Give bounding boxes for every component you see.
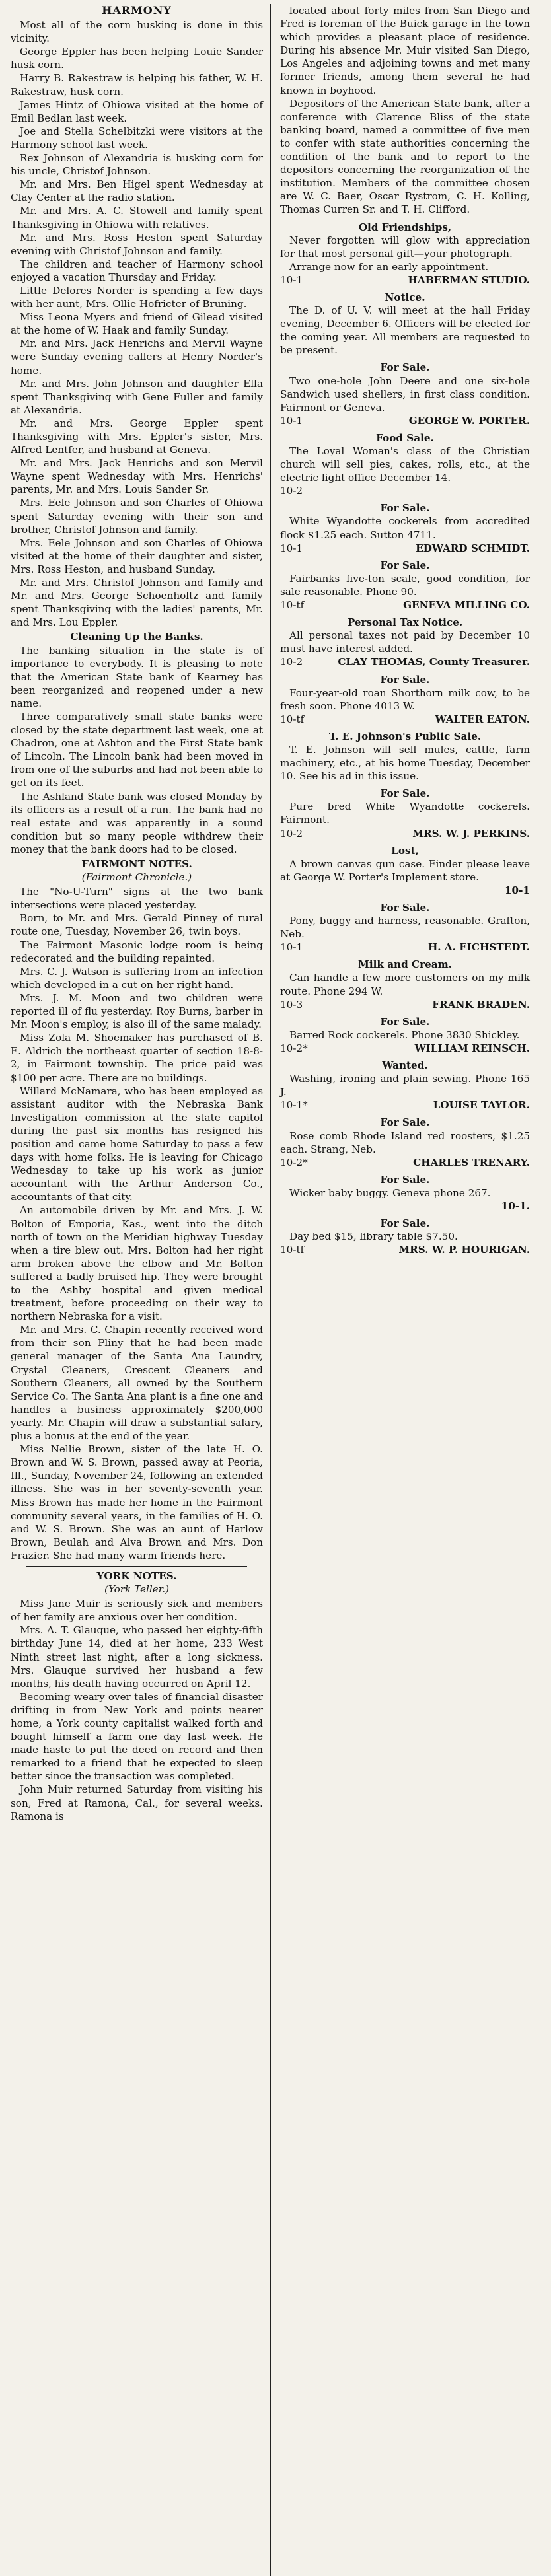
banks-paragraphs [11, 644, 263, 857]
fairmont-subheading: (Fairmont Chronicle.) [81, 871, 192, 884]
ad-body: White Wyandotte cockerels from accredited flock $1.25 each. Sutton 4711. [280, 515, 530, 541]
york-heading: YORK NOTES. [96, 1569, 177, 1582]
paragraph: Mrs. Eele Johnson and son Charles of Ohiowa visited at the home of their daughter and sister, Mrs. Ross Heston, and husband Sunday. [11, 536, 263, 575]
ad-advertiser: 10-1 [504, 884, 530, 896]
ad-advertiser: FRANK BRADEN. [432, 998, 530, 1011]
left-column [7, 4, 270, 2576]
harmony-heading: HARMONY [102, 4, 172, 17]
paragraph: Mr. and Mrs. C. Chapin recently received word from their son Pliny that he had been made general manager of the Santa Ana Laundry, Crystal Cleaners, Crescent Cleaners and Southern Cleaners, all owned by the Southern Service Co. The Santa Ana plant is a fine one and handles a business approximately $200,000 yearly. Mr. Chapin will draw a substantial salary, plus a bonus at the end of the year. [11, 1324, 263, 1443]
ad-body: T. E. Johnson will sell mules, cattle, farm machinery, etc., at his home Tuesday, December 10. See his ad in this issue. [280, 743, 530, 783]
fairmont-heading: FAIRMONT NOTES. [81, 858, 192, 870]
classified-ad [280, 616, 530, 668]
paragraph: Mr. and Mrs. Ben Higel spent Wednesday at Clay Center at the radio station. [11, 178, 263, 204]
ad-issue-number: 10-2* [280, 1156, 308, 1168]
paragraph: George Eppler has been helping Louie Sander husk corn. [11, 46, 263, 71]
classified-ad [280, 958, 530, 1011]
paragraph: located about forty miles from San Diego and Fred is foreman of the Buick garage in the town which provides a pleasant place of residence. During his absence Mr. Muir visited San Diego, Los Angeles and adjoining towns and met many former friends, among them several he had known in boyhood. [280, 5, 530, 96]
ad-signature [280, 1156, 530, 1169]
ad-advertiser: LOUISE TAYLOR. [433, 1099, 530, 1112]
ad-body: Barred Rock cockerels. Phone 3830 Shickley. [289, 1028, 520, 1041]
ad-title: For Sale. [380, 361, 430, 374]
paragraph: An automobile driven by Mr. and Mrs. J. W. Bolton of Emporia, Kas., went into the ditch north of town on the Meridian highway Tuesday when a tire blew out. Mrs. Bolton had her right arm broken above the elbow and Mr. Bolton suffered a badly bruised hip. They were brought to the Ashby hospital and given medical treatment, before proceeding on their way to northern Nebraska for a visit. [11, 1204, 263, 1323]
ad-signature [280, 713, 530, 726]
paragraph: Mr. and Mrs. Ross Heston spent Saturday evening with Christof Johnson and family. [11, 231, 263, 257]
ad-title: For Sale. [380, 1116, 430, 1129]
right-column [271, 4, 534, 2576]
ad-title: Personal Tax Notice. [347, 616, 463, 629]
ad-advertiser: EDWARD SCHMIDT. [416, 542, 530, 554]
fairmont-section [11, 857, 263, 1562]
ad-signature [280, 414, 530, 427]
paragraph: Miss Jane Muir is seriously sick and members of her family are anxious over her condition. [11, 1598, 263, 1624]
ad-body: Pure bred White Wyandotte cockerels. Fairmont. [280, 801, 530, 826]
ad-body: Four-year-old roan Shorthorn milk cow, to be fresh soon. Phone 4013 W. [280, 686, 530, 712]
banks-section [11, 630, 263, 856]
ad-title: Milk and Cream. [358, 958, 452, 971]
paragraph: Willard McNamara, who has been employed as assistant auditor with the Nebraska Bank Investigation commission at the state capitol during the past six months has resigned his position and came home Saturday to pass a few days with home folks. He is leaving for Chicago Wednesday to take up his work as junior accountant with the Arthur Anderson Co., accountants of that city. [11, 1085, 263, 1203]
paragraph: Mr. and Mrs. Jack Henrichs and Mervil Wayne were Sunday evening callers at Henry Norder's home. [11, 338, 263, 376]
ad-body: Never forgotten will glow with appreciation for that most personal gift—your photograph. [280, 234, 530, 260]
ad-issue-number: 10-2 [280, 656, 303, 668]
paragraph: John Muir returned Saturday from visiting his son, Fred at Ramona, Cal., for several weeks. Ramona is [11, 1783, 263, 1822]
paragraph: Miss Nellie Brown, sister of the late H. O. Brown and W. S. Brown, passed away at Peoria, Ill., Sunday, November 24, following an extended illness. She was in her seventy-seventh year. Miss Brown has made her home in the Fairmont community several years, in the families of H. O. and W. S. Brown. She was an aunt of Harlow Brown, Beulah and Alva Brown and Mrs. Don Frazier. She had many warm friends here. [11, 1443, 263, 1561]
ad-signature [280, 1243, 530, 1256]
ad-body: Pony, buggy and harness, reasonable. Grafton, Neb. [280, 915, 530, 941]
ad-body: The Loyal Woman's class of the Christian church will sell pies, cakes, rolls, etc., at the electric light office December 14. [280, 445, 530, 484]
ad-body: Two one-hole John Deere and one six-hole Sandwich used shellers, in first class condition. Fairmont or Geneva. [280, 375, 530, 413]
classified-ad [280, 901, 530, 954]
paragraph: Harry B. Rakestraw is helping his father, W. H. Rakestraw, husk corn. [11, 72, 263, 98]
paragraph: Mr. and Mrs. Jack Henrichs and son Mervil Wayne spent Wednesday with Mrs. Henrichs' parents, Mr. and Mrs. Louis Sander Sr. [11, 457, 263, 496]
ad-signature [280, 1098, 530, 1112]
ad-title: Lost, [391, 844, 419, 857]
ad-title: For Sale. [380, 1217, 430, 1230]
classified-ad [280, 1015, 530, 1055]
ad-title: T. E. Johnson's Public Sale. [328, 730, 482, 742]
ad-title: For Sale. [380, 502, 430, 515]
classified-ad [280, 431, 530, 497]
paragraph: Mrs. A. T. Glauque, who passed her eighty-fifth birthday June 14, died at her home, 233 West Ninth street last night, after a long sickness. Mrs. Glauque survived her husband a few months, his death having occurred on April 12. [11, 1624, 263, 1690]
paragraph: The children and teacher of Harmony school enjoyed a vacation Thursday and Friday. [11, 258, 263, 283]
ad-advertiser [303, 484, 530, 497]
york-paragraphs [11, 1597, 263, 1823]
section-divider [26, 1566, 247, 1567]
ad-issue-number: 10-3 [280, 998, 303, 1011]
harmony-paragraphs [11, 18, 263, 629]
paragraph: Mr. and Mrs. George Eppler spent Thanksgiving with Mrs. Eppler's sister, Mrs. Alfred Lentfer, and husband at Geneva. [11, 417, 263, 456]
ad-advertiser: GENEVA MILLING CO. [403, 599, 530, 612]
ad-signature [280, 655, 530, 668]
paragraph: James Hintz of Ohiowa visited at the home of Emil Bedlan last week. [11, 98, 263, 124]
ad-issue-number: 10-2 [280, 827, 303, 840]
ad-body: Wicker baby buggy. Geneva phone 267. [289, 1186, 491, 1199]
paragraph: Miss Zola M. Shoemaker has purchased of B. E. Aldrich the northeast quarter of section 18-8-2, in Fairmont township. The price paid was $100 per acre. There are no buildings. [11, 1032, 263, 1084]
ad-advertiser: WILLIAM REINSCH. [414, 1042, 530, 1054]
classified-ad [280, 1116, 530, 1168]
paragraph: Mr. and Mrs. Christof Johnson and family and Mr. and Mrs. George Schoenholtz and family spent Thanksgiving with the ladies' parents, Mr. and Mrs. Lou Eppler. [11, 577, 263, 629]
paragraph: Most all of the corn husking is done in this vicinity. [11, 19, 263, 45]
paragraph: Rex Johnson of Alexandria is husking corn for his uncle, Christof Johnson. [11, 152, 263, 178]
paragraph: Little Delores Norder is spending a few days with her aunt, Mrs. Ollie Hofricter of Bruning. [11, 284, 263, 310]
york-section [11, 1569, 263, 1823]
ad-title: For Sale. [380, 787, 430, 800]
ad-title: For Sale. [380, 559, 430, 571]
ad-title: For Sale. [380, 673, 430, 686]
banks-heading: Cleaning Up the Banks. [70, 631, 203, 643]
ad-advertiser: CHARLES TRENARY. [413, 1156, 530, 1168]
ad-signature [280, 1042, 530, 1055]
ad-advertiser: H. A. EICHSTEDT. [427, 941, 530, 954]
classified-ad [280, 559, 530, 612]
paragraph: Mrs. C. J. Watson is suffering from an infection which developed in a cut on her right hand. [11, 965, 263, 991]
harmony-section [11, 4, 263, 629]
classified-ad [280, 221, 530, 287]
classified-ad [280, 1217, 530, 1256]
ad-body: All personal taxes not paid by December 10 must have interest added. [280, 629, 530, 655]
ad-title: Wanted. [382, 1059, 428, 1072]
paragraph: Mrs. Eele Johnson and son Charles of Ohiowa spent Saturday evening with their son and brother, Christof Johnson and family. [11, 497, 263, 536]
ad-title: Old Friendships, [358, 221, 452, 233]
paragraph: Born, to Mr. and Mrs. Gerald Pinney of rural route one, Tuesday, November 26, twin boys. [11, 912, 263, 938]
classified-ad [280, 1173, 530, 1213]
ad-advertiser: MRS. W. J. PERKINS. [412, 827, 530, 840]
classified-ad [280, 787, 530, 840]
ad-advertiser: WALTER EATON. [435, 713, 530, 725]
classified-ad [280, 1059, 530, 1112]
ad-advertiser: 10-1. [501, 1199, 530, 1212]
ad-body: A brown canvas gun case. Finder please leave at George W. Porter's Implement store. [280, 857, 530, 883]
ad-body: Rose comb Rhode Island red roosters, $1.25 each. Strang, Neb. [280, 1129, 530, 1155]
ad-signature [280, 598, 530, 612]
ad-signature [280, 542, 530, 555]
ad-issue-number: 10-tf [280, 599, 305, 612]
ad-issue-number: 10-1 [280, 273, 303, 286]
paragraph: The banking situation in the state is of importance to everybody. It is pleasing to note that the American State bank of Kearney has been reorganized and reopened under a new name. [11, 644, 263, 709]
ad-body-extra: Arrange now for an early appointment. [289, 260, 489, 273]
ad-title: Food Sale. [376, 431, 434, 444]
ad-body: Washing, ironing and plain sewing. Phone 165 J. [280, 1073, 530, 1098]
paragraph: The Fairmont Masonic lodge room is being redecorated and the building repainted. [11, 939, 263, 964]
ad-advertiser: CLAY THOMAS, County Treasurer. [338, 656, 530, 668]
continued-article [280, 4, 530, 217]
ad-title: For Sale. [380, 902, 430, 913]
paragraph: Mr. and Mrs. A. C. Stowell and family spent Thanksgiving in Ohiowa with relatives. [11, 205, 263, 231]
classified-ad [280, 501, 530, 554]
ad-issue-number: 10-2* [280, 1042, 308, 1054]
classified-ads [280, 221, 530, 1257]
classified-ad [280, 673, 530, 726]
ad-signature [280, 827, 530, 840]
paragraph: Depositors of the American State bank, after a conference with Clarence Bliss of the state banking board, named a committee of five men to confer with state authorities concerning the condition of the bank and to report to the depositors concerning the reorganization of the institution. Members of the committee chosen are W. C. Baer, Oscar Rystrom, C. H. Kolling, Thomas Curren Sr. and T. H. Clifford. [280, 97, 530, 216]
paragraph: The "No-U-Turn" signs at the two bank intersections were placed yesterday. [11, 886, 263, 912]
paragraph: Becoming weary over tales of financial disaster drifting in from New York and points nearer home, a York county capitalist walked forth and bought himself a farm one day last week. He made haste to put the deed on record and then remarked to a friend that he expected to sleep better since the transaction was completed. [11, 1690, 263, 1783]
paragraph: Miss Leona Myers and friend of Gilead visited at the home of W. Haak and family Sunday. [11, 311, 263, 337]
ad-title: Notice. [385, 291, 425, 303]
ad-issue-number: 10-1 [280, 414, 303, 427]
ad-issue-number: 10-tf [280, 713, 305, 725]
paragraph: The Ashland State bank was closed Monday by its officers as a result of a run. The bank had no real estate and was apparently in a sound condition but so many people withdrew their money that the bank doors had to be closed. [11, 790, 263, 855]
ad-signature [280, 941, 530, 954]
ad-issue-number: 10-1 [280, 941, 303, 954]
ad-signature [280, 884, 530, 897]
paragraph: Mr. and Mrs. John Johnson and daughter Ella spent Thanksgiving with Gene Fuller and family at Alexandria. [11, 377, 263, 416]
paragraph: Mrs. J. M. Moon and two children were reported ill of flu yesterday. Roy Burns, barber in Mr. Moon's employ, is also ill of the same malady. [11, 991, 263, 1031]
ad-body: The D. of U. V. will meet at the hall Friday evening, December 6. Officers will be elected for the coming year. All members are requested to be present. [280, 304, 530, 357]
ad-issue-number: 10-2 [280, 485, 303, 497]
ad-body: Fairbanks five-ton scale, good condition, for sale reasonable. Phone 90. [280, 572, 530, 598]
ad-issue-number: 10-1 [280, 542, 303, 554]
ad-issue-number: 10-1* [280, 1099, 308, 1112]
ad-signature [280, 998, 530, 1011]
ad-signature [280, 484, 530, 497]
ad-advertiser: HABERMAN STUDIO. [408, 273, 530, 286]
ad-title: For Sale. [380, 1173, 430, 1186]
ad-body: Can handle a few more customers on my milk route. Phone 294 W. [280, 972, 530, 997]
paragraph: Three comparatively small state banks were closed by the state department last week, one at Chadron, one at Ashton and the First State bank of Lincoln. The Lincoln bank had been moved in from one of the suburbs and had not been able to get on its feet. [11, 710, 263, 789]
ad-signature [280, 1199, 530, 1213]
paragraph: Joe and Stella Schelbitzki were visitors at the Harmony school last week. [11, 125, 263, 151]
classified-ad [280, 730, 530, 783]
classified-ad [280, 291, 530, 357]
ad-advertiser: MRS. W. P. HOURIGAN. [398, 1244, 530, 1256]
ad-title: For Sale. [380, 1015, 430, 1028]
ad-advertiser: GEORGE W. PORTER. [408, 414, 530, 427]
classified-ad [280, 844, 530, 897]
ad-signature [280, 273, 530, 287]
ad-issue-number: 10-tf [280, 1244, 305, 1256]
ad-body: Day bed $15, library table $7.50. [289, 1231, 458, 1243]
fairmont-paragraphs [11, 885, 263, 1562]
classified-ad [280, 361, 530, 427]
york-subheading: (York Teller.) [104, 1583, 170, 1596]
